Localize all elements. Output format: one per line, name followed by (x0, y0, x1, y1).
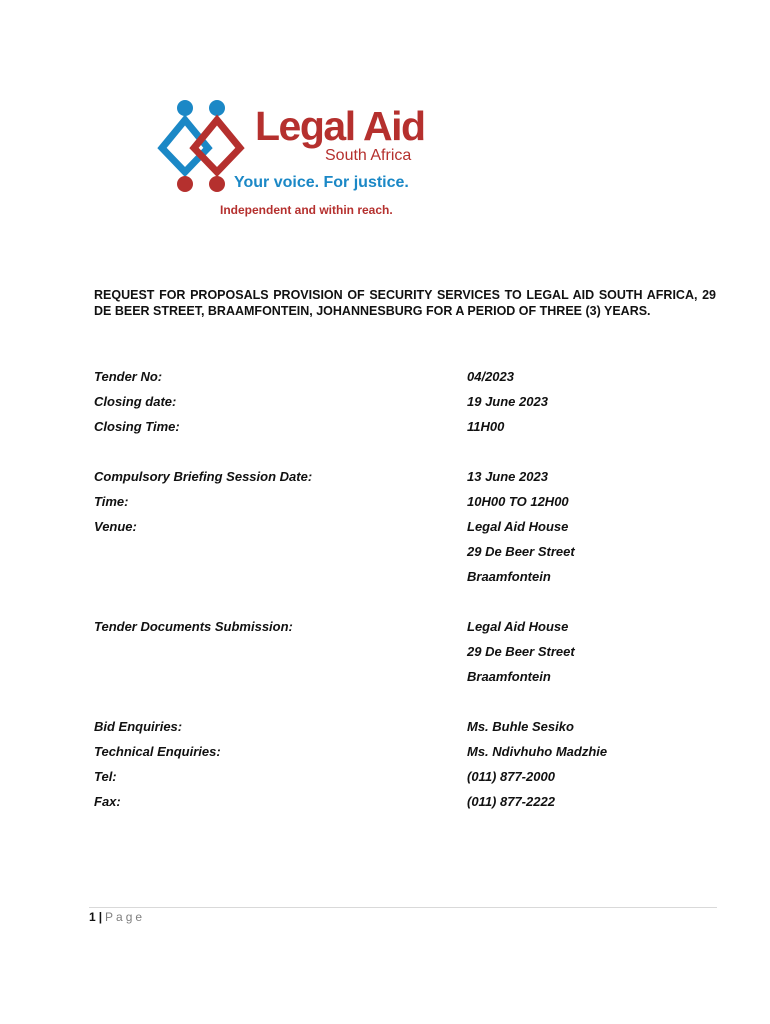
venue-line-1: Legal Aid House (467, 519, 569, 534)
tel-label: Tel: (94, 769, 117, 784)
briefing-date-label: Compulsory Briefing Session Date: (94, 469, 313, 484)
closing-time-label: Closing Time: (94, 419, 180, 434)
briefing-date-value: 13 June 2023 (467, 469, 548, 484)
venue-row (94, 518, 654, 536)
venue-line-2: 29 De Beer Street (467, 544, 575, 559)
venue-line-3: Braamfontein (467, 569, 551, 584)
submission-row-2 (94, 643, 654, 661)
venue-row-2 (94, 543, 654, 561)
page-separator: | (98, 910, 103, 924)
footer-divider (89, 907, 717, 908)
venue-label: Venue: (94, 519, 137, 534)
emblem-head-right-icon (209, 100, 225, 116)
briefing-time-label: Time: (94, 494, 129, 509)
submission-label: Tender Documents Submission: (94, 619, 293, 634)
closing-date-label: Closing date: (94, 394, 177, 409)
page-footer (89, 909, 145, 925)
emblem-figure-red-icon (194, 120, 240, 172)
closing-date-row (94, 393, 654, 411)
venue-row-3 (94, 568, 654, 586)
tel-value: (011) 877-2000 (467, 769, 555, 784)
page-word: Page (105, 910, 146, 924)
legal-aid-logo (150, 96, 440, 226)
submission-line-1: Legal Aid House (467, 619, 569, 634)
page-number: 1 (89, 910, 96, 924)
briefing-time-row (94, 493, 654, 511)
bid-enquiries-label: Bid Enquiries: (94, 719, 183, 734)
submission-line-3: Braamfontein (467, 669, 551, 684)
technical-enquiries-value: Ms. Ndivhuho Madzhie (467, 744, 608, 759)
closing-date-value: 19 June 2023 (467, 394, 548, 409)
fax-label: Fax: (94, 794, 121, 809)
fax-row (94, 793, 654, 811)
tender-no-label: Tender No: (94, 369, 163, 384)
logo-slogan: Your voice. For justice. (234, 174, 409, 191)
bid-enquiries-value: Ms. Buhle Sesiko (467, 719, 574, 734)
emblem-figure-blue-icon (162, 120, 208, 172)
document-heading: REQUEST FOR PROPOSALS PROVISION OF SECURITY SERVICES TO LEGAL AID SOUTH AFRICA, 29 DE BEER STREET, BRAAMFONTEIN, JOHANNESBURG FOR A PERIOD OF THREE (3) YEARS. (94, 288, 716, 318)
technical-enquiries-label: Technical Enquiries: (94, 744, 221, 759)
bid-enquiries-row (94, 718, 654, 736)
technical-enquiries-row (94, 743, 654, 761)
submission-row-3 (94, 668, 654, 686)
closing-time-row (94, 418, 654, 436)
tender-no-row (94, 368, 654, 386)
emblem-foot-right-icon (209, 176, 225, 192)
submission-row (94, 618, 654, 636)
briefing-date-row (94, 468, 654, 486)
emblem-foot-left-icon (177, 176, 193, 192)
briefing-time-value: 10H00 TO 12H00 (467, 494, 569, 509)
tender-no-value: 04/2023 (467, 369, 514, 384)
fax-value: (011) 877-2222 (467, 794, 555, 809)
logo-subtitle: South Africa (325, 147, 412, 164)
logo-tagline: Independent and within reach. (220, 203, 393, 217)
tel-row (94, 768, 654, 786)
emblem-head-left-icon (177, 100, 193, 116)
closing-time-value: 11H00 (467, 419, 505, 434)
logo-title: Legal Aid (255, 103, 425, 149)
submission-line-2: 29 De Beer Street (467, 644, 575, 659)
